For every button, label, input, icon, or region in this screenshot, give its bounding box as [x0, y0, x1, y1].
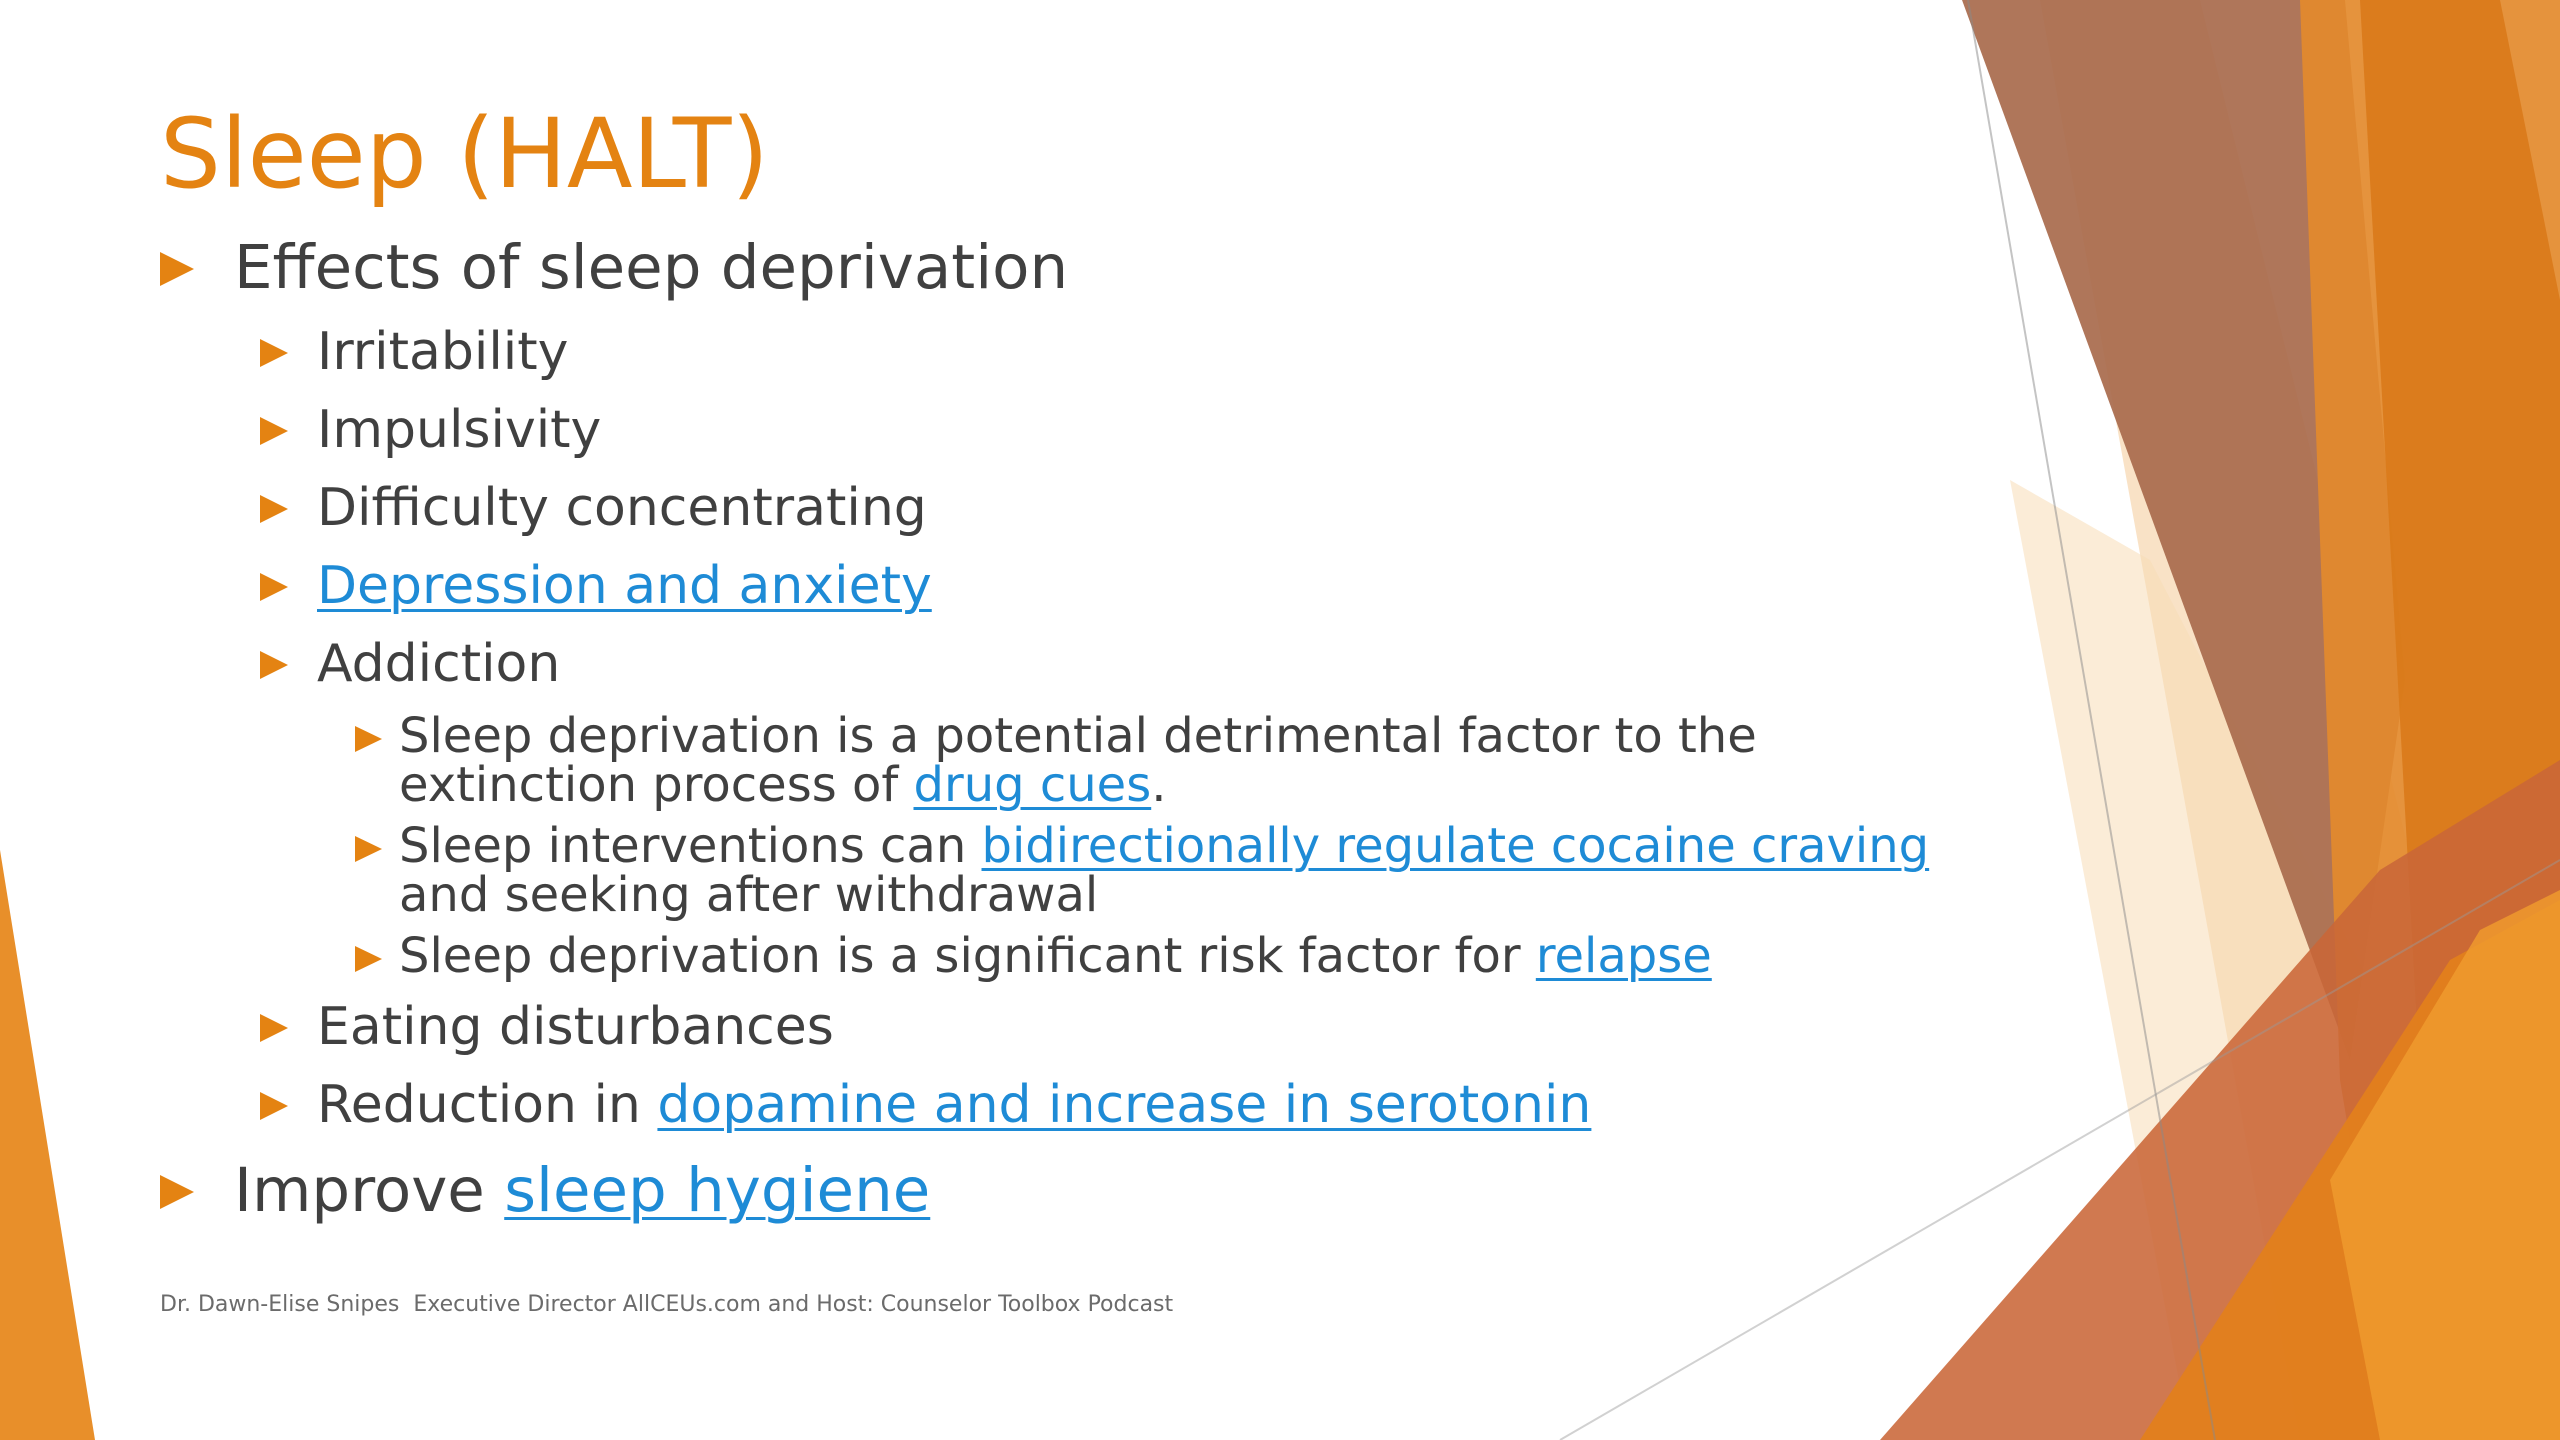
triangle-right-icon	[260, 1014, 288, 1042]
triangle-right-icon	[260, 651, 288, 679]
bullet-text-line-2: and seeking after withdrawal	[399, 867, 1099, 923]
bullet-text-line-1: Sleep deprivation is a potential detrimental factor to the	[399, 708, 1757, 764]
bullet-text: Eating disturbances	[317, 997, 834, 1057]
bullet-text: Effects of sleep deprivation	[234, 232, 1069, 303]
bullet-improve-sleep-hygiene	[160, 1149, 1900, 1233]
sub-bullet-irritability	[260, 316, 1900, 388]
bullet-text: Sleep interventions can	[399, 818, 982, 874]
dopamine-serotonin-link[interactable]: dopamine and increase in serotonin	[657, 1075, 1592, 1135]
sub-bullet-dopamine-serotonin	[260, 1069, 1900, 1141]
triangle-right-icon	[260, 495, 288, 523]
sub-bullet-impulsivity	[260, 394, 1900, 466]
bullet-list	[160, 226, 1930, 1233]
bullet-effects-of-sleep-deprivation	[160, 226, 1900, 310]
decor-facet-left	[0, 850, 95, 1440]
sub-bullet-addiction	[260, 628, 1900, 700]
triangle-right-icon	[160, 252, 194, 286]
bullet-text-line-2	[399, 757, 1900, 813]
relapse-link[interactable]: relapse	[1535, 928, 1712, 984]
slide-title: Sleep (HALT)	[160, 98, 769, 210]
sub-bullet-depression-and-anxiety	[260, 550, 1900, 622]
triangle-right-icon	[260, 417, 288, 445]
triangle-right-icon	[160, 1175, 194, 1209]
addiction-point-cocaine-craving	[355, 818, 1930, 923]
depression-and-anxiety-link[interactable]: Depression and anxiety	[317, 556, 932, 616]
bullet-text: Difficulty concentrating	[317, 478, 927, 538]
sleep-hygiene-link[interactable]: sleep hygiene	[504, 1155, 931, 1226]
bullet-text: Sleep deprivation is a significant risk factor for	[399, 928, 1536, 984]
bullet-text: Impulsivity	[317, 400, 602, 460]
sub-bullet-difficulty-concentrating	[260, 472, 1900, 544]
bullet-text: Reduction in	[317, 1075, 658, 1135]
bullet-text-line-1	[399, 818, 1930, 874]
bullet-text: Improve	[234, 1155, 505, 1226]
bullet-text: extinction process of	[399, 757, 914, 813]
triangle-right-icon	[355, 836, 382, 862]
bullet-text: Irritability	[317, 322, 569, 382]
triangle-right-icon	[355, 726, 382, 752]
addiction-point-relapse	[355, 928, 1900, 984]
cocaine-craving-link[interactable]: bidirectionally regulate cocaine craving	[981, 818, 1930, 874]
triangle-right-icon	[355, 946, 382, 972]
bullet-text-end: .	[1151, 757, 1167, 813]
drug-cues-link[interactable]: drug cues	[913, 757, 1152, 813]
sub-bullet-eating-disturbances	[260, 991, 1900, 1063]
bullet-text: Addiction	[317, 634, 561, 694]
triangle-right-icon	[260, 339, 288, 367]
slide-footer: Dr. Dawn-Elise Snipes Executive Director AllCEUs.com and Host: Counselor Toolbox Podcast	[160, 1292, 1174, 1317]
triangle-right-icon	[260, 1092, 288, 1120]
triangle-right-icon	[260, 573, 288, 601]
addiction-point-drug-cues	[355, 708, 1900, 813]
